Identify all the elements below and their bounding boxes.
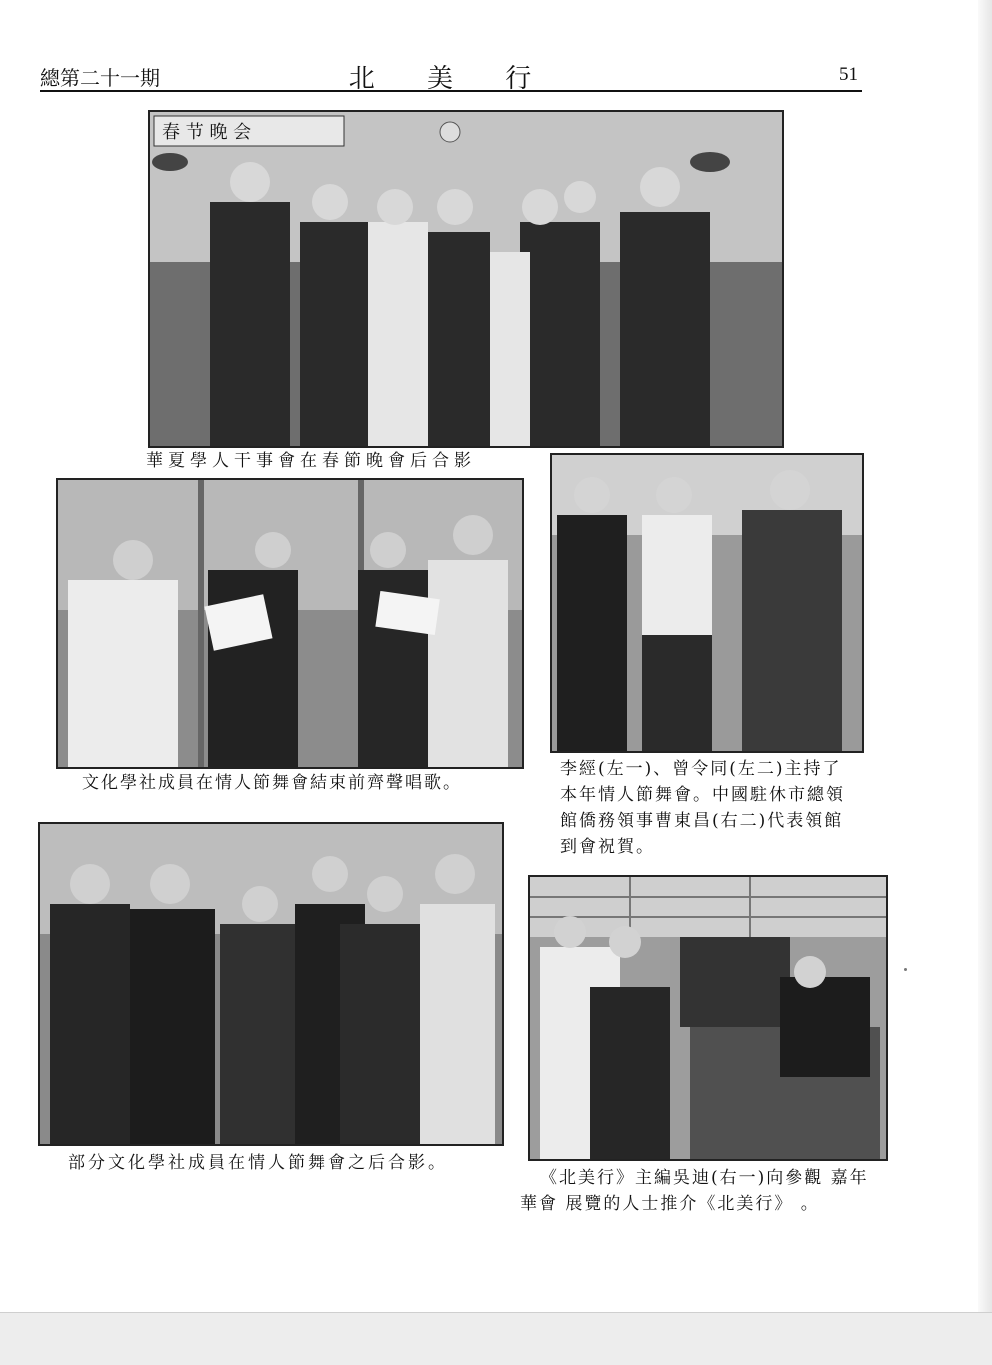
caption-photo3-line: 李經(左一)、曾令同(左二)主持了 — [560, 759, 842, 779]
issue-number: 總第二十一期 — [40, 66, 160, 90]
photo-exhibition — [528, 875, 888, 1161]
speck — [904, 968, 907, 971]
caption-photo5-line: 《北美行》主編吳迪(右一)向參觀 嘉年 — [540, 1168, 869, 1188]
header-rule — [40, 90, 862, 92]
page-bottom-edge — [0, 1312, 992, 1365]
magazine-title: 北 美 行 — [348, 64, 554, 94]
photo-valentine-group — [38, 822, 504, 1146]
caption-photo4: 部分文化學社成員在情人節舞會之后合影。 — [68, 1153, 448, 1173]
photo-valentine-singing — [56, 478, 524, 769]
caption-photo3-line: 館僑務領事曹東昌(右二)代表領館 — [560, 811, 844, 831]
caption-photo5 — [520, 1165, 920, 1217]
banner-text: 春 节 晚 会 — [162, 122, 252, 143]
caption-photo5-line: 華會 展覽的人士推介《北美行》 。 — [520, 1194, 820, 1214]
caption-photo3-line: 到會祝賀。 — [560, 837, 655, 857]
page-side-edge — [978, 0, 992, 1312]
caption-photo3 — [560, 756, 880, 860]
caption-photo1: 華夏學人干事會在春節晚會后合影 — [146, 451, 476, 471]
photo-valentine-hosts — [550, 453, 864, 753]
photo-spring-festival-group — [148, 110, 784, 448]
caption-photo3-line: 本年情人節舞會。中國駐休市總領 — [560, 785, 845, 805]
page-header — [40, 58, 862, 94]
page-number: 51 — [839, 64, 858, 85]
caption-photo2: 文化學社成員在情人節舞會結束前齊聲唱歌。 — [82, 773, 462, 793]
